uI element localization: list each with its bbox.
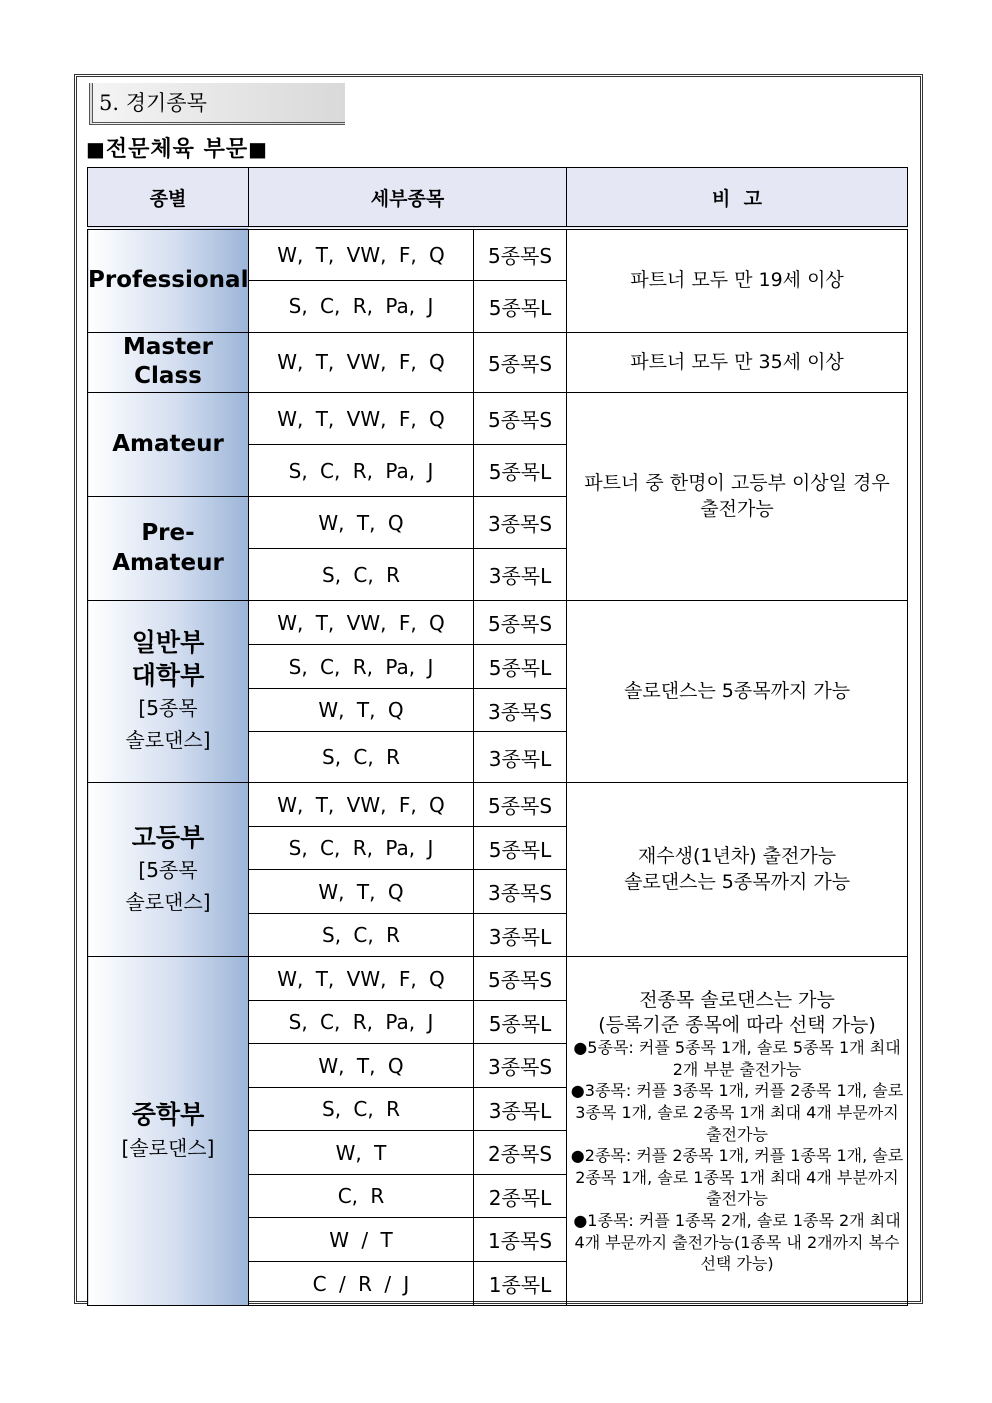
note-item: ●3종목: 커플 3종목 1개, 커플 2종목 1개, 솔로 3종목 1개, 솔로 2종목 1개 최대 4개 부문까지 출전가능 <box>570 1081 904 1144</box>
event-list: W / T <box>249 1218 474 1262</box>
event-count: 3종목S <box>474 1044 567 1088</box>
category-professional: Professional <box>88 228 249 332</box>
table-row <box>88 332 908 393</box>
event-list: S, C, R, Pa, J <box>249 445 474 497</box>
event-list: W, T, VW, F, Q <box>249 601 474 645</box>
event-count: 3종목L <box>474 914 567 957</box>
event-count: 5종목L <box>474 645 567 689</box>
event-list: S, C, R, Pa, J <box>249 827 474 870</box>
event-list: S, C, R <box>249 549 474 601</box>
category-high-school <box>88 783 249 957</box>
note-professional: 파트너 모두 만 19세 이상 <box>567 228 908 332</box>
event-list: W, T, Q <box>249 689 474 732</box>
event-count: 1종목S <box>474 1218 567 1262</box>
event-list: S, C, R <box>249 1088 474 1131</box>
event-count: 5종목L <box>474 1001 567 1044</box>
category-pre-amateur: Pre-Amateur <box>88 497 249 601</box>
note-item: ●2종목: 커플 2종목 1개, 커플 1종목 1개, 솔로 2종목 1개, 솔로 1종목 1개 최대 4개 부분까지 출전가능 <box>570 1146 904 1209</box>
header-note: 비 고 <box>567 168 908 229</box>
event-list: W, T, VW, F, Q <box>249 783 474 827</box>
event-count: 5종목S <box>474 332 567 393</box>
event-count: 3종목S <box>474 497 567 549</box>
section-title: 5. 경기종목 <box>89 83 345 125</box>
note-master-class: 파트너 모두 만 35세 이상 <box>567 332 908 393</box>
sub-title-text: 전문체육 부문 <box>105 136 249 162</box>
event-list: S, C, R, Pa, J <box>249 645 474 689</box>
event-count: 5종목S <box>474 228 567 280</box>
event-count: 5종목L <box>474 827 567 870</box>
category-middle-school <box>88 957 249 1306</box>
event-count: 5종목S <box>474 601 567 645</box>
event-count: 2종목S <box>474 1131 567 1175</box>
category-general-name: 일반부 <box>131 628 205 658</box>
note-line: 재수생(1년차) 출전가능 <box>637 845 837 868</box>
note-middle-school <box>567 957 908 1306</box>
header-category: 종별 <box>88 168 249 229</box>
table-header-row <box>88 168 908 229</box>
category-general-sub: [5종목 <box>138 696 198 721</box>
table-row <box>88 393 908 445</box>
note-general: 솔로댄스는 5종목까지 가능 <box>567 601 908 783</box>
table-row <box>88 783 908 827</box>
event-count: 5종목S <box>474 957 567 1001</box>
note-line: (등록기준 종목에 따라 선택 가능) <box>598 1013 876 1036</box>
event-count: 3종목S <box>474 870 567 914</box>
event-list: W, T, VW, F, Q <box>249 332 474 393</box>
note-amateur: 파트너 중 한명이 고등부 이상일 경우 출전가능 <box>567 393 908 601</box>
event-list: W, T, VW, F, Q <box>249 957 474 1001</box>
note-line: 전종목 솔로댄스는 가능 <box>639 988 835 1011</box>
square-mark-icon: ■ <box>248 137 268 161</box>
note-high-school <box>567 783 908 957</box>
category-middle-school-sub: [솔로댄스] <box>121 1135 215 1160</box>
note-item: ●1종목: 커플 1종목 2개, 솔로 1종목 2개 최대 4개 부문까지 출전가능(1종목 내 2개까지 복수 선택 가능) <box>573 1210 901 1274</box>
category-master-class: Master Class <box>88 332 249 393</box>
event-count: 3종목L <box>474 549 567 601</box>
event-list: C / R / J <box>249 1262 474 1306</box>
event-list: W, T, Q <box>249 870 474 914</box>
event-list: S, C, R <box>249 732 474 783</box>
event-list: W, T, Q <box>249 497 474 549</box>
category-general <box>88 601 249 783</box>
event-count: 5종목L <box>474 280 567 332</box>
category-high-school-sub: 솔로댄스] <box>125 890 211 915</box>
event-list: S, C, R, Pa, J <box>249 1001 474 1044</box>
header-events: 세부종목 <box>249 168 567 229</box>
event-count: 5종목S <box>474 393 567 445</box>
category-high-school-name: 고등부 <box>131 822 205 852</box>
event-count: 5종목S <box>474 783 567 827</box>
square-mark-icon: ■ <box>86 137 106 161</box>
event-list: W, T, VW, F, Q <box>249 393 474 445</box>
category-middle-school-name: 중학부 <box>131 1100 205 1130</box>
sub-title <box>86 132 268 163</box>
event-list: W, T <box>249 1131 474 1175</box>
event-count: 2종목L <box>474 1175 567 1218</box>
category-university-name: 대학부 <box>131 660 205 690</box>
category-high-school-sub: [5종목 <box>138 858 198 883</box>
event-count: 3종목L <box>474 1088 567 1131</box>
category-amateur: Amateur <box>88 393 249 497</box>
events-table <box>87 167 908 1306</box>
event-count: 1종목L <box>474 1262 567 1306</box>
event-count: 5종목L <box>474 445 567 497</box>
event-list: W, T, Q <box>249 1044 474 1088</box>
category-general-sub: 솔로댄스] <box>125 728 211 753</box>
table-row <box>88 957 908 1001</box>
table-row <box>88 228 908 280</box>
event-list: W, T, VW, F, Q <box>249 228 474 280</box>
event-list: S, C, R <box>249 914 474 957</box>
note-line: 솔로댄스는 5종목까지 가능 <box>623 870 851 893</box>
table-row <box>88 601 908 645</box>
event-count: 3종목L <box>474 732 567 783</box>
note-item: ●5종목: 커플 5종목 1개, 솔로 5종목 1개 최대 2개 부분 출전가능 <box>573 1038 901 1079</box>
event-list: C, R <box>249 1175 474 1218</box>
event-list: S, C, R, Pa, J <box>249 280 474 332</box>
event-count: 3종목S <box>474 689 567 732</box>
